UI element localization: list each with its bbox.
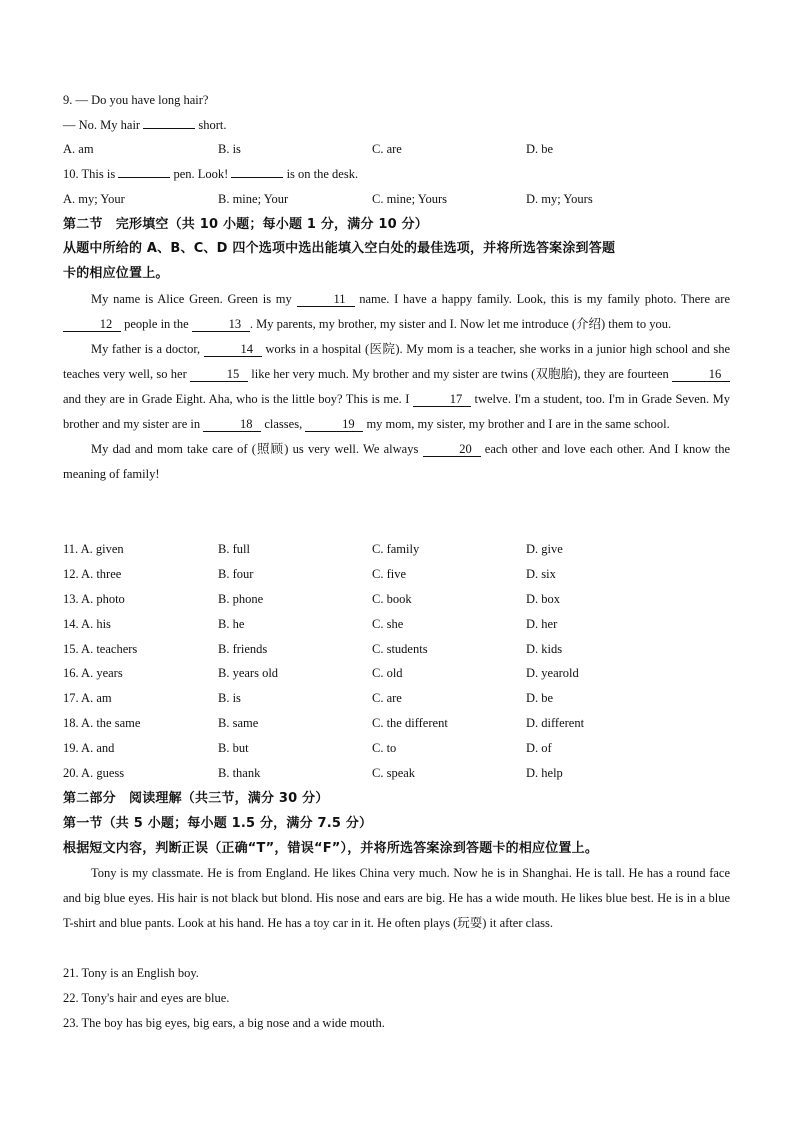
q12-options bbox=[63, 562, 730, 587]
q17-option-b: B. is bbox=[218, 691, 241, 705]
blank-15: 15 bbox=[190, 367, 248, 382]
blank-18: 18 bbox=[203, 417, 261, 432]
q19-option-b: B. but bbox=[218, 741, 249, 755]
q15-option-a: 15. A. teachers bbox=[63, 642, 138, 656]
q12-option-c: C. five bbox=[372, 567, 407, 581]
blank-17: 17 bbox=[413, 392, 471, 407]
q13-option-c: C. book bbox=[372, 592, 412, 606]
q21-statement: 21. Tony is an English boy. bbox=[63, 966, 199, 980]
q10-blank-2 bbox=[231, 165, 283, 178]
section2-heading: 第二节 完形填空（共 10 小题；每小题 1 分，满分 10 分） bbox=[63, 217, 428, 232]
part2-heading: 第二部分 阅读理解（共三节，满分 30 分） bbox=[63, 791, 329, 806]
q19-options bbox=[63, 736, 730, 761]
q11-option-c: C. family bbox=[372, 542, 420, 556]
q23-statement: 23. The boy has big eyes, big ears, a big nose and a wide mouth. bbox=[63, 1016, 385, 1030]
q17-option-c: C. are bbox=[372, 691, 402, 705]
q10-option-c: C. mine; Yours bbox=[372, 192, 448, 206]
section2-instruction-2: 卡的相应位置上。 bbox=[63, 266, 169, 281]
reading-paragraph: Tony is my classmate. He is from England. He likes China very much. Now he is in Shanghai. He is tall. He has a round face and big blue eyes. His hair is not black but blond. His nose and ears are big. He has a wide mouth. He likes blue best. He is in a blue T-shirt and blue pants. Look at his hand. He has a toy car in it. He often plays (玩耍) it after class. bbox=[63, 866, 730, 930]
q9-reply bbox=[63, 113, 730, 138]
q12-option-d: D. six bbox=[526, 567, 556, 581]
q11-options bbox=[63, 537, 730, 562]
blank-20: 20 bbox=[423, 442, 481, 457]
blank-14: 14 bbox=[204, 342, 262, 357]
q11-option-a: 11. A. given bbox=[63, 542, 124, 556]
section2-instruction-1: 从题中所给的 A、B、C、D 四个选项中选出能填入空白处的最佳选项，并将所选答案涂到答题 bbox=[63, 241, 616, 256]
q18-option-d: D. different bbox=[526, 716, 585, 730]
q10-option-b: B. mine; Your bbox=[218, 192, 289, 206]
q10-option-a: A. my; Your bbox=[63, 192, 125, 206]
q20-option-b: B. thank bbox=[218, 766, 261, 780]
q15-option-b: B. friends bbox=[218, 642, 268, 656]
q12-option-b: B. four bbox=[218, 567, 254, 581]
q14-option-a: 14. A. his bbox=[63, 617, 111, 631]
q10-options bbox=[63, 187, 730, 212]
blank-13: 13 bbox=[192, 317, 250, 332]
cloze-passage bbox=[63, 287, 730, 487]
q18-option-c: C. the different bbox=[372, 716, 448, 730]
blank-19: 19 bbox=[305, 417, 363, 432]
q10-question bbox=[63, 162, 730, 187]
q15-option-d: D. kids bbox=[526, 642, 563, 656]
q14-option-b: B. he bbox=[218, 617, 245, 631]
q10-part2: pen. Look! bbox=[173, 167, 229, 181]
q20-option-c: C. speak bbox=[372, 766, 416, 780]
q17-options bbox=[63, 686, 730, 711]
q9-option-c: C. are bbox=[372, 142, 402, 156]
q9-options bbox=[63, 137, 730, 162]
q14-option-c: C. she bbox=[372, 617, 404, 631]
q9-answer-blank bbox=[143, 116, 195, 129]
q10-blank-1 bbox=[118, 165, 170, 178]
q17-option-d: D. be bbox=[526, 691, 554, 705]
q20-options bbox=[63, 761, 730, 786]
q18-options bbox=[63, 711, 730, 736]
q16-option-c: C. old bbox=[372, 666, 403, 680]
q13-option-d: D. box bbox=[526, 592, 561, 606]
q19-option-a: 19. A. and bbox=[63, 741, 115, 755]
q15-option-c: C. students bbox=[372, 642, 428, 656]
reading-passage bbox=[63, 861, 730, 936]
blank-12: 12 bbox=[63, 317, 121, 332]
q11-option-d: D. give bbox=[526, 542, 563, 556]
q16-option-b: B. years old bbox=[218, 666, 279, 680]
blank-16: 16 bbox=[672, 367, 730, 382]
q13-option-b: B. phone bbox=[218, 592, 264, 606]
q13-options bbox=[63, 587, 730, 612]
cloze-paragraph-3: My dad and mom take care of (照顾) us very well. We always 20 each other and love each other. And I know the meaning of family! bbox=[63, 442, 731, 481]
q17-option-a: 17. A. am bbox=[63, 691, 112, 705]
q16-option-d: D. yearold bbox=[526, 666, 579, 680]
q20-option-a: 20. A. guess bbox=[63, 766, 125, 780]
part2-instruction: 根据短文内容，判断正误（正确“T”，错误“F”），并将所选答案涂到答题卡的相应位置上。 bbox=[63, 841, 599, 856]
q20-option-d: D. help bbox=[526, 766, 563, 780]
q10-option-d: D. my; Yours bbox=[526, 192, 593, 206]
q16-options bbox=[63, 661, 730, 686]
part2-section1-heading: 第一节（共 5 小题；每小题 1.5 分，满分 7.5 分） bbox=[63, 816, 373, 831]
q18-option-a: 18. A. the same bbox=[63, 716, 141, 730]
blank-11: 11 bbox=[297, 292, 355, 307]
q14-option-d: D. her bbox=[526, 617, 558, 631]
q9-option-d: D. be bbox=[526, 142, 554, 156]
q14-options bbox=[63, 612, 730, 637]
q9-reply-suffix: short. bbox=[198, 118, 227, 132]
q15-options bbox=[63, 637, 730, 662]
q9-option-b: B. is bbox=[218, 142, 241, 156]
q9-option-a: A. am bbox=[63, 142, 94, 156]
q10-part3: is on the desk. bbox=[286, 167, 359, 181]
q19-option-c: C. to bbox=[372, 741, 397, 755]
q9-reply-prefix: — No. My hair bbox=[63, 118, 141, 132]
cloze-paragraph-2: My father is a doctor, 14 works in a hospital (医院). My mom is a teacher, she works in a junior high school and she teaches very well, so her 15 like her very much. My brother and my sister are twins (双胞胎), they are fourteen 16 and they are in Grade Eight. Aha, who is the little boy? This is me. I 17 twelve. I'm a student, too. I'm in Grade Seven. My brother and my sister are in 18 classes, 19 my mom, my sister, my brother and I are in the same school. bbox=[63, 342, 731, 431]
q13-option-a: 13. A. photo bbox=[63, 592, 125, 606]
q22-statement: 22. Tony's hair and eyes are blue. bbox=[63, 991, 230, 1005]
q19-option-d: D. of bbox=[526, 741, 552, 755]
q18-option-b: B. same bbox=[218, 716, 259, 730]
q10-part1: 10. This is bbox=[63, 167, 116, 181]
q11-option-b: B. full bbox=[218, 542, 250, 556]
q12-option-a: 12. A. three bbox=[63, 567, 122, 581]
q16-option-a: 16. A. years bbox=[63, 666, 123, 680]
q9-question: 9. — Do you have long hair? bbox=[63, 93, 209, 107]
cloze-paragraph-1: My name is Alice Green. Green is my 11 name. I have a happy family. Look, this is my family photo. There are 12 people in the 13 . My parents, my brother, my sister and I. Now let me introduce (介绍) them to you. bbox=[63, 287, 730, 337]
